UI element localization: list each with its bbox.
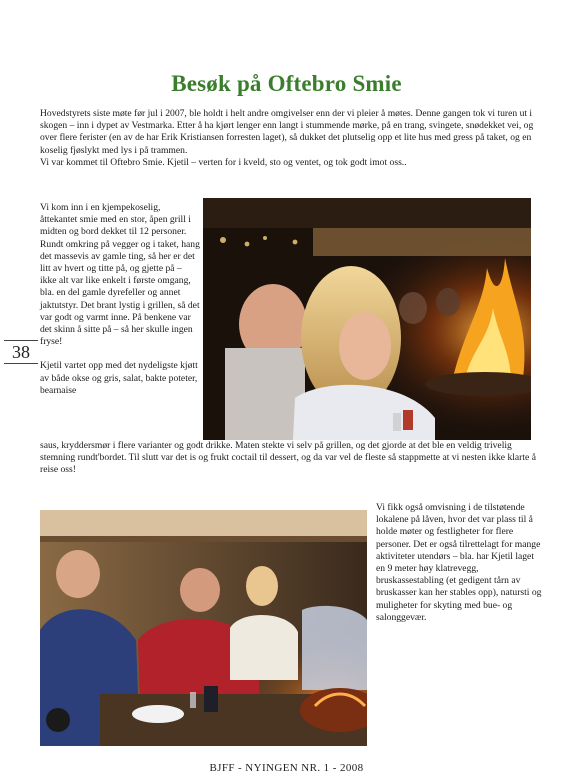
right-column: Vi fikk også omvisning i de tilstøtende lokalene på låven, hvor det var plass til å holde møter og festligheter for flere personer. Det er også tilrettelagt for mange aktiviteter utendørs – bla. har Kjetil laget en 9 meter høy klatrevegg, bruskassestabling (et gedigent tårn av bruskasser kan her stables opp), natursti og muligheter for skyting med bue- og salonggevær. [376, 502, 542, 623]
intro-paragraph-2: Vi var kommet til Oftebro Smie. Kjetil – verten for i kveld, sto og ventet, og tok godt imot oss.. [40, 156, 407, 168]
left-column [40, 202, 200, 397]
main-paragraph: saus, kryddersmør i flere varianter og godt drikke. Maten stekte vi selv på grillen, og det gjorde at det ble en veldig trivelig stemning rundt'bordet. Til slutt var det is og frukt coctail til dessert, og da var vel de fleste så stappmette at vi nesten ikke klarte å reise oss! [40, 440, 536, 476]
intro-paragraph-1: Hovedstyrets siste møte før jul i 2007, ble holdt i helt andre omgivelser enn der vi pleier å møtes. Denne gangen tok vi turen ut i skogen – inn i dypet av Vestmarka. Etter å ha kjørt lenger enn langt i stummende mørke, på en trang, svingete, snødekket vei, og over flere ferister (en av de har Erik Kristiansen forresten laget), så dukket det plutselig opp et lite hus med gress på taket, og en koselig fjøslykt med lys i på trammen. [40, 108, 534, 156]
photo-grill-dinner [203, 198, 531, 440]
page-number: 38 [4, 340, 38, 364]
photo-group-at-table [40, 510, 367, 746]
left-column-paragraph-1: Vi kom inn i en kjempekoselig, åttekantet smie med en stor, åpen grill i midten og bord dekket til 12 personer. Rundt omkring på vegger og i taket, hang det massevis av gamle ting, så her er det litt av hvert og titte på, og gjette på – ikke alt var like enkelt i første omgang, bla. en del gamle dyrefeller og annet jaktutstyr. Det brant lystig i grillen, så det var godt og varmt inne. På benkene var det skinn å sitte på – så her skulle ingen fryse! [40, 202, 200, 348]
photo-grill-dinner-image [203, 198, 531, 440]
article-title: Besøk på Oftebro Smie [171, 71, 402, 97]
page-footer: BJFF - NYINGEN NR. 1 - 2008 [209, 762, 364, 774]
left-column-paragraph-2: Kjetil vartet opp med det nydeligste kjøtt av både okse og gris, salat, bakte poteter, bearnaise [40, 360, 198, 396]
photo-group-at-table-image [40, 510, 367, 746]
intro-section [40, 108, 542, 169]
